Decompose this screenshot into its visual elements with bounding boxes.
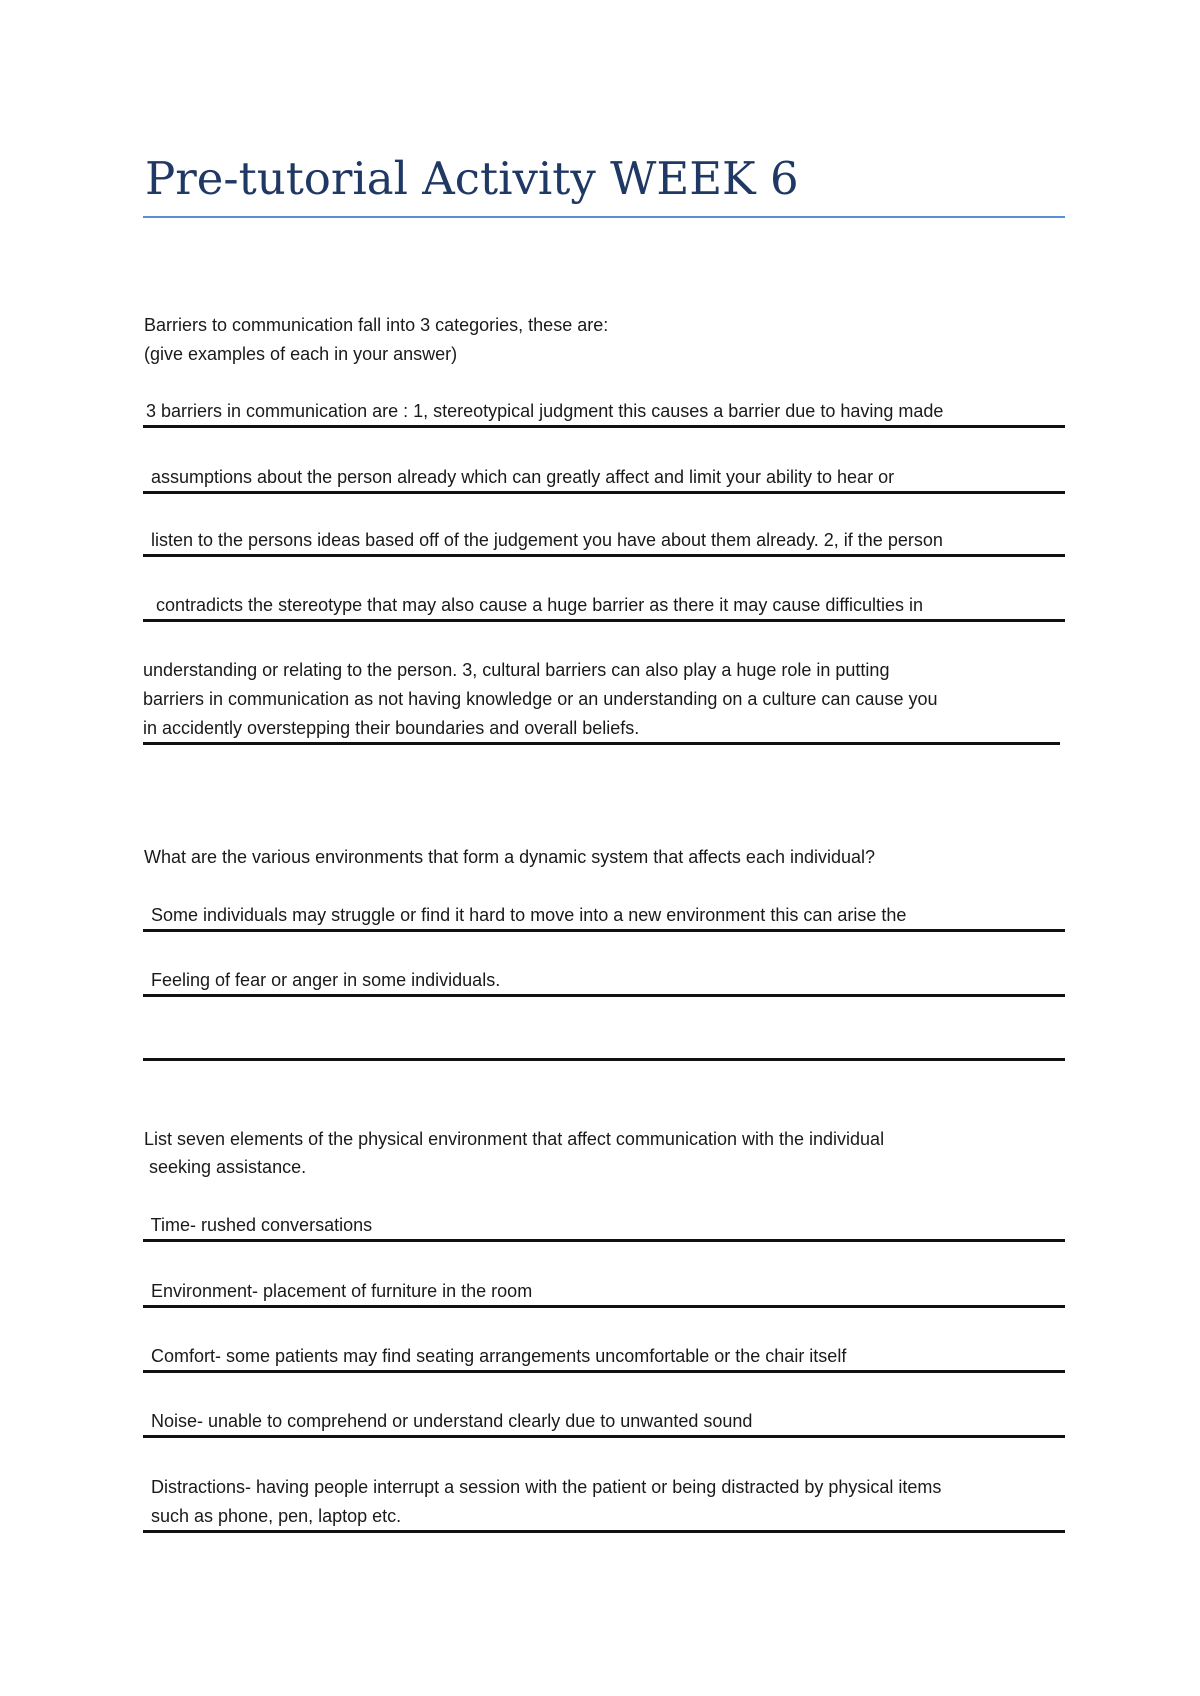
- answer-underline: [143, 425, 1065, 428]
- document-title: Pre-tutorial Activity WEEK 6: [145, 152, 799, 205]
- answer-paragraph-line[interactable]: barriers in communication as not having knowledge or an understanding on a culture can cause you: [143, 689, 938, 709]
- answer-underline: [143, 1239, 1065, 1242]
- answer-line-text[interactable]: assumptions about the person already which can greatly affect and limit your ability to hear or: [146, 467, 895, 487]
- question3-prompt-line2: seeking assistance.: [144, 1157, 307, 1177]
- answer-underline: [143, 994, 1065, 997]
- answer-underline: [143, 554, 1065, 557]
- answer-underline: [143, 742, 1060, 745]
- title-underline: [143, 216, 1065, 218]
- answer-line-text[interactable]: Comfort- some patients may find seating arrangements uncomfortable or the chair itself: [146, 1346, 847, 1366]
- answer-line-text[interactable]: such as phone, pen, laptop etc.: [146, 1506, 402, 1526]
- answer-underline: [143, 619, 1065, 622]
- answer-line-text[interactable]: listen to the persons ideas based off of the judgement you have about them already. 2, if the person: [146, 530, 943, 550]
- answer-underline: [143, 1530, 1065, 1533]
- answer-underline: [143, 929, 1065, 932]
- answer-paragraph-line[interactable]: understanding or relating to the person. 3, cultural barriers can also play a huge role in putting: [143, 660, 890, 680]
- question1-prompt-line1: Barriers to communication fall into 3 categories, these are:: [144, 315, 609, 335]
- answer-underline: [143, 1435, 1065, 1438]
- answer-underline: [143, 1305, 1065, 1308]
- answer-paragraph-line[interactable]: in accidently overstepping their boundaries and overall beliefs.: [143, 718, 640, 738]
- answer-underline: [143, 1058, 1065, 1061]
- question2-prompt: What are the various environments that form a dynamic system that affects each individual?: [144, 847, 876, 867]
- answer-line-text[interactable]: contradicts the stereotype that may also cause a huge barrier as there it may cause difficulties in: [146, 595, 924, 615]
- answer-underline: [143, 1370, 1065, 1373]
- question1-prompt-line2: (give examples of each in your answer): [144, 344, 458, 364]
- answer-line-text[interactable]: Distractions- having people interrupt a session with the patient or being distracted by physical items: [146, 1477, 942, 1497]
- answer-line-text[interactable]: 3 barriers in communication are : 1, stereotypical judgment this causes a barrier due to having made: [146, 401, 944, 421]
- answer-underline: [143, 491, 1065, 494]
- answer-line-text[interactable]: Some individuals may struggle or find it hard to move into a new environment this can arise the: [146, 905, 907, 925]
- question3-prompt-line1: List seven elements of the physical environment that affect communication with the individual: [144, 1129, 885, 1149]
- answer-line-text[interactable]: Environment- placement of furniture in the room: [146, 1281, 533, 1301]
- answer-line-text[interactable]: Noise- unable to comprehend or understand clearly due to unwanted sound: [146, 1411, 753, 1431]
- answer-line-text[interactable]: Feeling of fear or anger in some individuals.: [146, 970, 501, 990]
- answer-line-text[interactable]: Time- rushed conversations: [146, 1215, 373, 1235]
